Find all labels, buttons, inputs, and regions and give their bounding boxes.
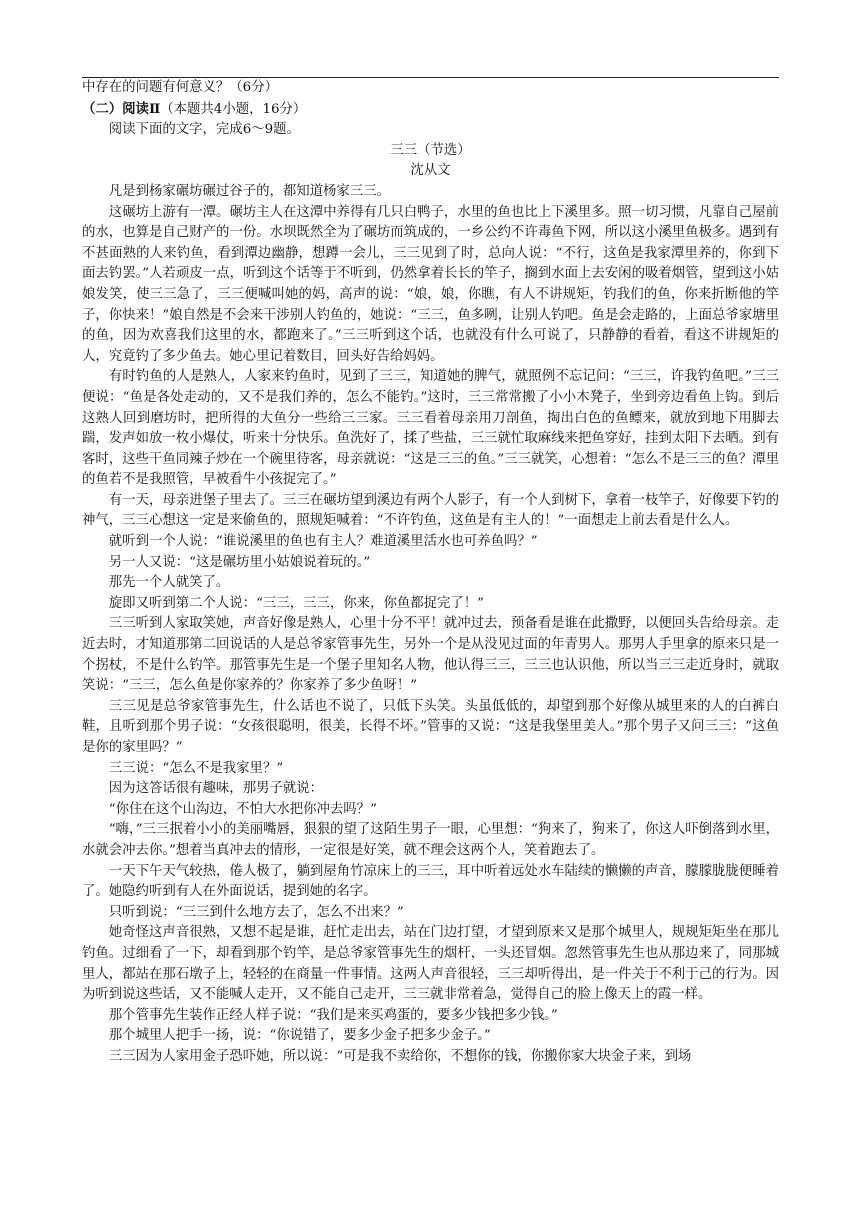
article-title-line bbox=[82, 141, 779, 162]
paragraph: 只听到说：“三三到什么地方去了，怎么不出来？” bbox=[108, 904, 404, 920]
article-author: 沈从文 bbox=[410, 163, 451, 179]
paragraph: 三三见是总爷家管事先生，什么话也不说了，只低下头笑。头虽低低的，却望到那个好像从城里来的人的白裤白鞋，且听到那个男子说：“女孩很聪明，很美，长得不坏。”管事的又说：“这是我堡里美人。”那个男子又问三三：“这鱼是你的家里吗？” bbox=[82, 698, 779, 755]
paragraph: “你住在这个山沟边，不怕大水把你冲去吗？” bbox=[108, 801, 377, 817]
paragraph-last-line: 三三因为人家用金子恐吓她，所以说：“可是我不卖给你，不想你的钱，你搬你家大块金子来，到场 bbox=[108, 1048, 692, 1064]
paragraph: “嗨，”三三抿着小小的美丽嘴唇，狠狠的望了这陌生男子一眼，心里想：“狗来了，狗来了，你这人吓倒落到水里，水就会冲去你。”想着当真冲去的情形，一定很是好笑，就不理会这两个人，笑着跑去了。 bbox=[82, 822, 779, 858]
paragraph: 那个城里人把手一扬，说：“你说错了，要多少金子把多少金子。” bbox=[108, 1028, 491, 1044]
article-body bbox=[82, 182, 779, 1068]
paragraph: 就听到一个人说：“谁说溪里的鱼也有主人？难道溪里活水也可养鱼吗？” bbox=[108, 534, 538, 550]
paragraph: 有时钓鱼的人是熟人，人家来钓鱼时，见到了三三，知道她的脾气，就照例不忘记问：“三三，许我钓鱼吧。”三三便说：“鱼是各处走动的，又不是我们养的，怎么不能钓。”这时，三三常常搬了小小木凳子，坐到旁边看鱼上钩。到后这熟人回到磨坊时，把所得的大鱼分一些给三三家。三三看着母亲用刀剖鱼，掏出白色的鱼鳔来，就放到地下用脚去踹，发声如放一枚小爆仗，听来十分快乐。鱼洗好了，揉了些盐，三三就忙取麻线来把鱼穿好，挂到太阳下去晒。到有客时，这些干鱼同辣子炒在一个碗里待客，母亲就说：“这是三三的鱼。”三三就笑，心想着：“怎么不是三三的鱼？潭里的鱼若不是我照管，早被看牛小孩捉完了。” bbox=[82, 369, 779, 488]
paragraph: 有一天，母亲进堡子里去了。三三在碾坊望到溪边有两个人影子，有一个人到树下，拿着一枝竿子，好像要下钓的神气，三三心想这一定是来偷鱼的，照规矩喊着：“不许钓鱼，这鱼是有主人的！”一面想走上前去看是什么人。 bbox=[82, 492, 779, 529]
paragraph: 凡是到杨家碾坊碾过谷子的，都知道杨家三三。 bbox=[108, 183, 390, 199]
paragraph: 那个管事先生装作正经人样子说：“我们是来买鸡蛋的，要多少钱把多少钱。” bbox=[108, 1007, 558, 1023]
section-info: （本题共4小题，16分） bbox=[160, 101, 307, 117]
paragraph: 旋即又听到第二个人说：“三三，三三，你来，你鱼都捉完了！” bbox=[108, 595, 485, 611]
paragraph: 另一人又说：“这是碾坊里小姑娘说着玩的。” bbox=[108, 554, 371, 570]
section-instruction: 阅读下面的文字，完成6～9题。 bbox=[108, 122, 300, 138]
article-title-note: （节选） bbox=[417, 142, 471, 158]
paragraph: 一天下午天气较热，倦人极了，躺到屋角竹凉床上的三三，耳中听着远处水车陆续的懒懒的声音，朦朦胧胧便睡着了。她隐约听到有人在外面说话，提到她的名字。 bbox=[82, 863, 779, 900]
paragraph: 三三听到人家取笑她，声音好像是熟人，心里十分不平！就冲过去，预备看是谁在此撒野，以便回头告给母亲。走近去时，才知道那第二回说话的人是总爷家管事先生，另外一个是从没见过面的年青男人。那男人手里拿的原来只是一个拐杖，不是什么钓竿。那管事先生是一个堡子里知名人物，他认得三三，三三也认识他，所以当三三走近身时，就取笑说：“三三，怎么鱼是你家养的？你家养了多少鱼呀！” bbox=[82, 616, 779, 694]
paragraph: 这碾坊上游有一潭。碾坊主人在这潭中养得有几只白鸭子，水里的鱼也比上下溪里多。照一切习惯，凡靠自己屋前的水，也算是自己财产的一份。水坝既然全为了碾坊而筑成的，一乡公约不许毒鱼下网，所以这小溪里鱼极多。遇到有不甚面熟的人来钓鱼，看到潭边幽静，想蹲一会儿，三三见到了时，总向人说：“不行，这鱼是我家潭里养的，你到下面去钓罢。”人若顽皮一点，听到这个话等于不听到，仍然拿着长长的竿子，搁到水面上去安闲的吸着烟管，望到这小姑娘发笑，使三三急了，三三便喊叫她的妈，高声的说：“娘，娘，你瞧，有人不讲规矩，钓我们的鱼，你来折断他的竿子，你快来！”娘自然是不会来干涉别人钓鱼的，她说：“三三，鱼多咧，让别人钓吧。鱼是会走路的，上面总爷家塘里的鱼，因为欢喜我们这里的水，都跑来了。”三三听到这个话，也就没有什么可说了，只静静的看着，看这不讲规矩的人，究竟钓了多少鱼去。她心里记着数目，回头好告给妈妈。 bbox=[82, 204, 779, 364]
paragraph: 那先一个人就笑了。 bbox=[108, 575, 230, 591]
question-tail: 中存在的问题有何意义？（6分） bbox=[82, 80, 278, 95]
section-header bbox=[82, 99, 779, 121]
article-title: 三三 bbox=[390, 142, 418, 158]
paragraph: 因为这答话很有趣味，那男子就说： bbox=[108, 781, 324, 797]
paragraph: 她奇怪这声音很熟，又想不起是谁，赶忙走出去，站在门边打望，才望到原来又是那个城里人，规规矩矩坐在那儿钓鱼。过细看了一下，却看到那个钓竿，是总爷家管事先生的烟杆，一头还冒烟。忽然管事先生也从那边来了，同那城里人，都站在那石墩子上，轻轻的在商量一件事情。这两人声音很轻，三三却听得出，是一件关于不利于己的行为。因为听到说这些话，又不能喊人走开，又不能自己走开，三三就非常着急，觉得自己的脸上像天上的霞一样。 bbox=[82, 925, 779, 1003]
document-page bbox=[82, 0, 779, 1068]
paragraph: 三三说：“怎么不是我家里？” bbox=[108, 760, 284, 776]
section-label: （二）阅读Ⅱ bbox=[82, 100, 161, 117]
